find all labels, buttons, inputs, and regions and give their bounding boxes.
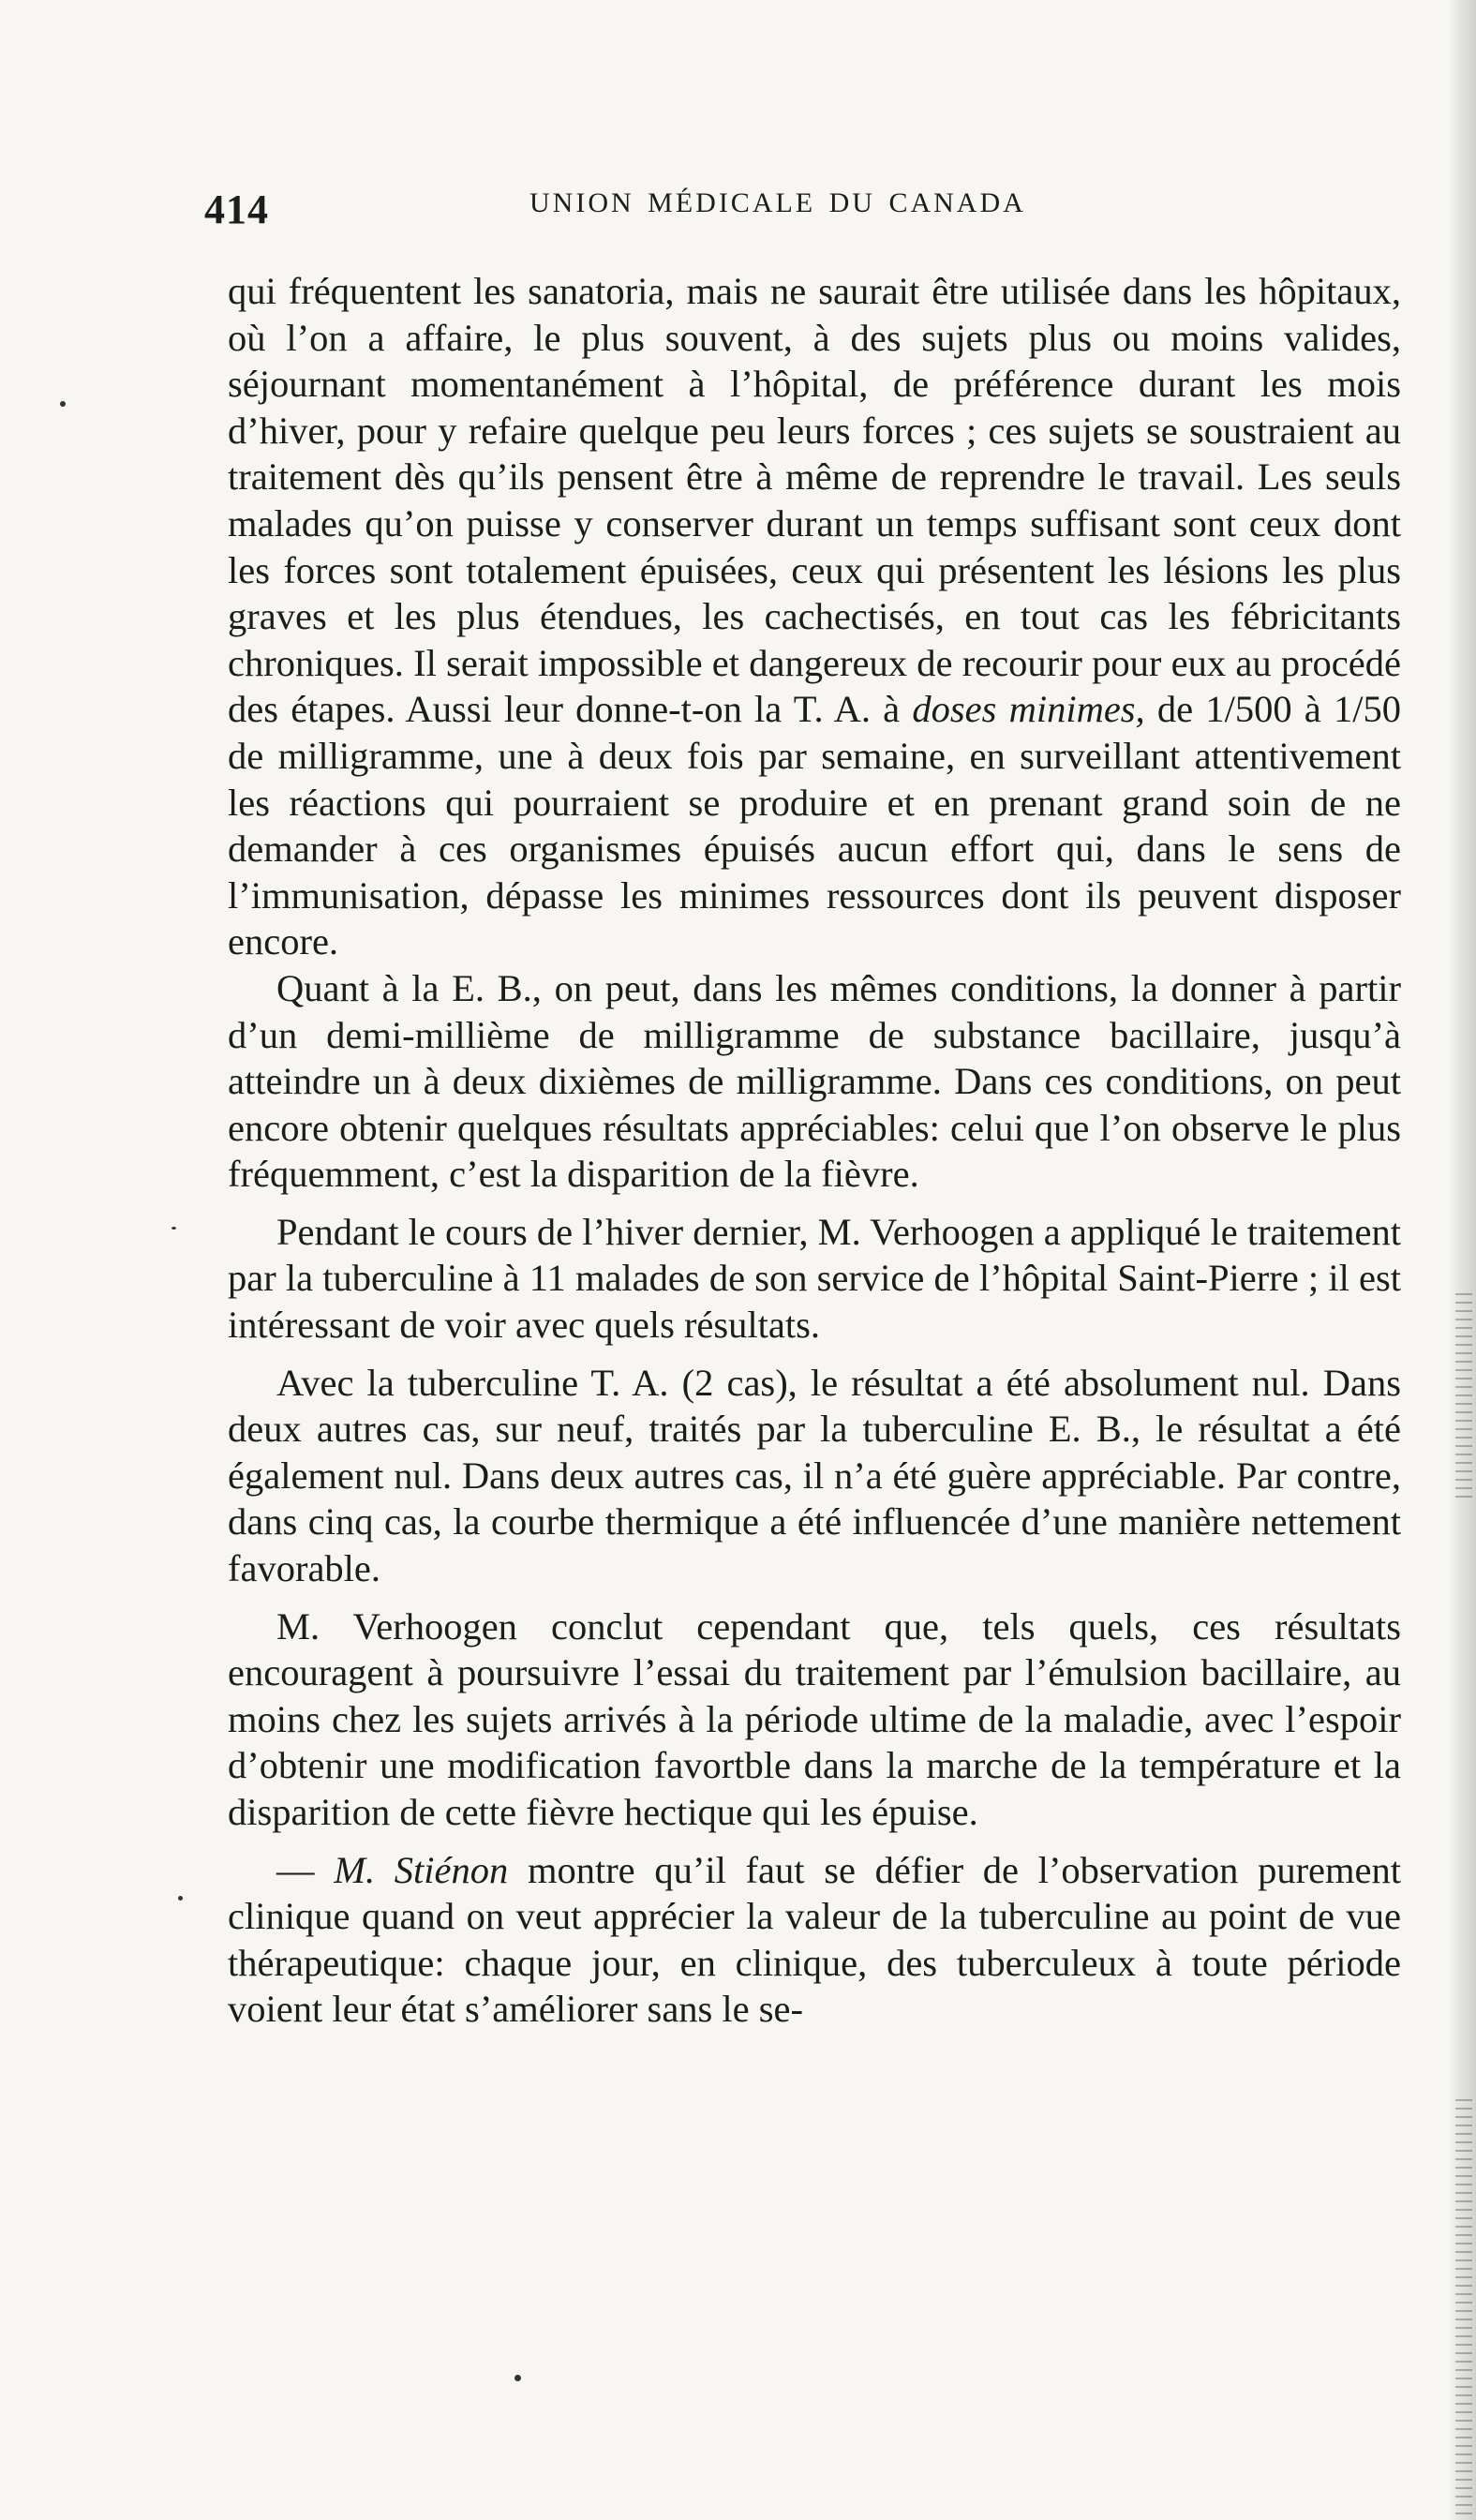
italic-name: M. Stiénon [334,1848,509,1891]
ink-speck [171,1227,176,1230]
dash: — [276,1848,335,1891]
paragraph: Pendant le cours de l’hiver dernier, M. Verhoogen a appliqué le traitement par la tuberculine à 11 malades de son service de l’hôpital Saint-Pierre ; il est intéressant de voir avec quels résultats. [228,1210,1401,1347]
page-number: 414 [204,186,269,232]
paragraph: M. Verhoogen conclut cependant que, tels quels, ces résultats encouragent à poursuivre l’essai du traitement par l’émulsion bacillaire, au moins chez les sujets arrivés à la période ultime de la maladie, avec l’espoir d’obtenir une modification favortble dans la marche de la température et la disparition de cette fièvre hectique qui les épuise. [228,1604,1401,1833]
body-text [228,268,1401,2033]
paragraph-text: de 1/500 à 1/50 de milligramme, une à deux fois par semaine, en surveillant attentivement les réactions qui pourraient se produire et en prenant grand soin de ne demander à ces organismes épuisés aucun effort qui, dans le sens de l’immunisation, dépasse les minimes ressources dont ils peuvent disposer encore. [228,688,1401,963]
paragraph: Avec la tuberculine T. A. (2 cas), le résultat a été absolument nul. Dans deux autres cas, sur neuf, traités par la tuberculine E. B., le résultat a été également nul. Dans deux autres cas, il n’a été guère appréciable. Par contre, dans cinq cas, la courbe thermique a été influencée d’une manière nettement favorable. [228,1361,1401,1590]
running-title: UNION MÉDICALE DU CANADA [529,187,1026,218]
ink-speck [178,1896,183,1901]
paragraph [228,1847,1401,2033]
page-edge-texture [1455,1293,1472,1499]
paragraph-text: montre qu’il faut se défier de l’observation purement clinique quand on veut apprécier la valeur de la tuberculine au point de vue thérapeutique: chaque jour, en clinique, des tuberculeux à toute période voient leur état s’améliorer sans le se- [228,1848,1402,2031]
paragraph: Quant à la E. B., on peut, dans les mêmes conditions, la donner à partir d’un demi-millième de milligramme de substance bacillaire, jusqu’à atteindre un à deux dixièmes de milligramme. Dans ces conditions, on peut encore obtenir quelques résultats appréciables: celui que l’on observe le plus fréquemment, c’est la disparition de la fièvre. [228,966,1401,1196]
paragraph-continued [228,268,1401,965]
page-edge-texture [1455,2099,1472,2520]
paragraph-text: qui fréquentent les sanatoria, mais ne saurait être utilisée dans les hôpitaux, où l’on a affaire, le plus souvent, à des sujets plus ou moins valides, séjournant momentanément à l’hôpital, de préférence durant les mois d’hiver, pour y refaire quelque peu leurs forces ; ces sujets se soustraient au traitement dès qu’ils pensent être à même de reprendre le travail. Les seuls malades qu’on puisse y conserver durant un temps suffisant sont ceux dont les forces sont totalement épuisées, ceux qui présentent les lésions les plus graves et les plus étendues, les cachectisés, en tout cas les fébricitants chroniques. Il serait impossible et dangereux de recourir pour eux au procédé des étapes. Aussi leur donne-t-on la T. A. à [228,270,1401,731]
ink-speck [514,2375,521,2381]
ink-speck [60,401,66,407]
italic-phrase: doses minimes, [912,688,1145,731]
